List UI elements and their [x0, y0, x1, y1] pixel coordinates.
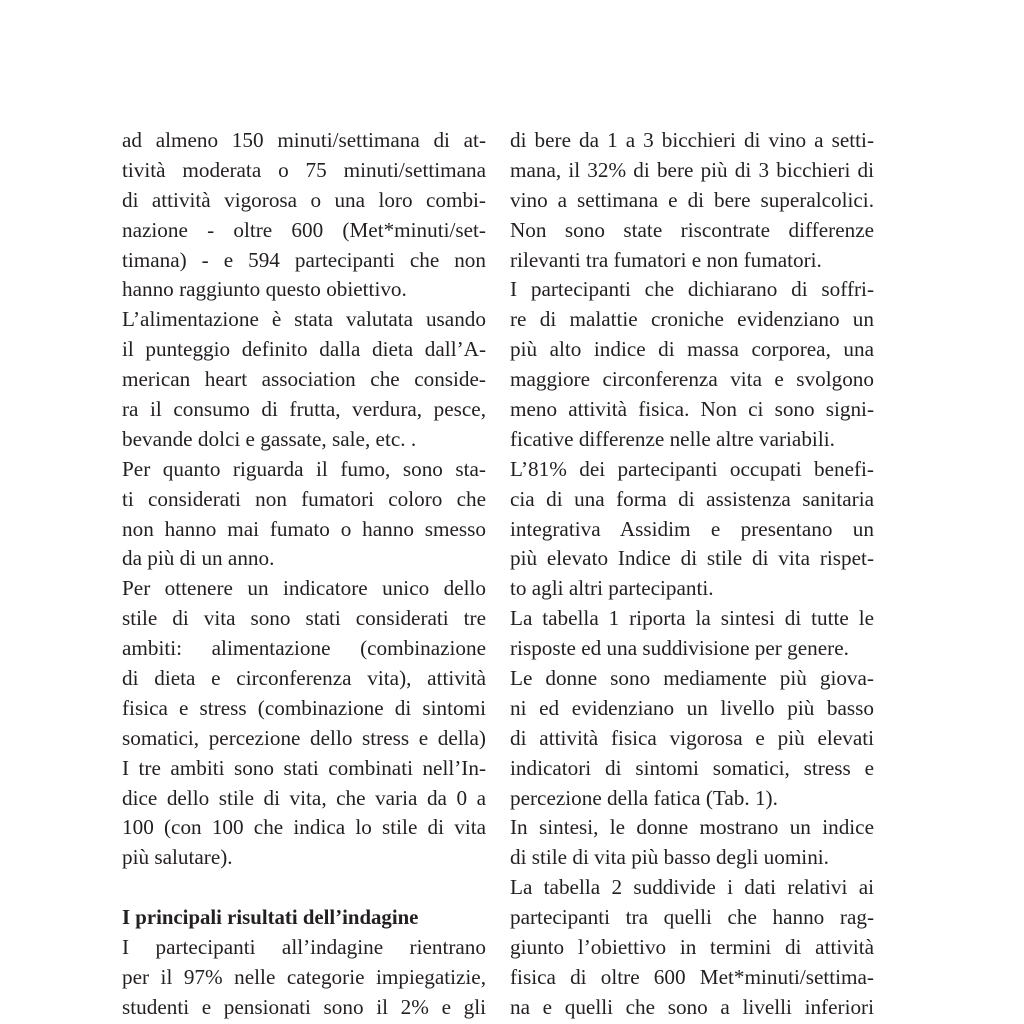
text-line: La tabella 1 riporta la sintesi di tutte le — [510, 606, 874, 631]
text-line: di dieta e circonferenza vita), attività — [122, 666, 486, 691]
text-line: bevande dolci e gassate, sale, etc. . — [122, 426, 417, 451]
text-line: maggiore circonferenza vita e svolgono — [510, 367, 874, 392]
text-line: I partecipanti che dichiarano di soffri- — [510, 277, 874, 302]
text-line: rilevanti tra fumatori e non fumatori. — [510, 247, 822, 272]
text-line: 100 (con 100 che indica lo stile di vita — [122, 815, 486, 840]
text-line: timana) - e 594 partecipanti che non — [122, 247, 486, 272]
text-line: In sintesi, le donne mostrano un indice — [510, 815, 874, 840]
text-line: risposte ed una suddivisione per genere. — [510, 636, 849, 661]
text-line: per il 97% nelle categorie impiegatizie, — [122, 964, 486, 989]
text-line: di attività fisica vigorosa e più elevati — [510, 725, 874, 750]
text-line: ni ed evidenziano un livello più basso — [510, 695, 874, 720]
text-line: Non sono state riscontrate differenze — [510, 217, 874, 242]
text-line: tività moderata o 75 minuti/settimana — [122, 157, 486, 182]
text-line: hanno raggiunto questo obiettivo. — [122, 277, 407, 302]
text-line: ra il consumo di frutta, verdura, pesce, — [122, 397, 486, 422]
text-line: di bere da 1 a 3 bicchieri di vino a setti- — [510, 128, 874, 152]
text-line: più salutare). — [122, 845, 233, 870]
text-line: Per ottenere un indicatore unico dello — [122, 576, 486, 601]
text-line: re di malattie croniche evidenziano un — [510, 307, 874, 332]
text-line: fisica di oltre 600 Met*minuti/settima- — [510, 964, 874, 989]
blank-line — [122, 873, 486, 903]
text-line: Per quanto riguarda il fumo, sono sta- — [122, 456, 486, 481]
text-line: da più di un anno. — [122, 546, 275, 571]
text-line: dice dello stile di vita, che varia da 0 a — [122, 785, 486, 810]
text-line: Le donne sono mediamente più giova- — [510, 666, 874, 691]
text-line: cia di una forma di assistenza sanitaria — [510, 486, 874, 511]
left-text-column — [122, 126, 486, 1023]
text-line: giunto l’obiettivo in termini di attività — [510, 935, 874, 960]
text-line: integrativa Assidim e presentano un — [510, 516, 874, 541]
text-line: ti considerati non fumatori coloro che — [122, 486, 486, 511]
text-line: vino a settimana e di bere superalcolici. — [510, 187, 874, 212]
text-line: indicatori di sintomi somatici, stress e — [510, 755, 874, 780]
text-line: più elevato Indice di stile di vita rispet- — [510, 546, 874, 571]
text-line: La tabella 2 suddivide i dati relativi ai — [510, 875, 874, 900]
section-heading: I principali risultati dell’indagine — [122, 906, 419, 930]
text-line: L’81% dei partecipanti occupati benefi- — [510, 456, 874, 481]
text-line: non hanno mai fumato o hanno smesso — [122, 516, 486, 541]
text-line: fisica e stress (combinazione di sintomi — [122, 695, 486, 720]
text-line: to agli altri partecipanti. — [510, 576, 714, 601]
text-line: meno attività fisica. Non ci sono signi- — [510, 397, 874, 422]
text-line: di stile di vita più basso degli uomini. — [510, 845, 829, 870]
text-line: più alto indice di massa corporea, una — [510, 337, 874, 362]
text-line: studenti e pensionati sono il 2% e gli — [122, 994, 486, 1019]
text-line: di attività vigorosa o una loro combi- — [122, 187, 486, 212]
text-line: merican heart association che conside- — [122, 367, 486, 392]
text-line: il punteggio definito dalla dieta dall’A- — [122, 337, 486, 362]
text-line: L’alimentazione è stata valutata usando — [122, 307, 486, 332]
text-line: ad almeno 150 minuti/settimana di at- — [122, 128, 486, 152]
text-line: stile di vita sono stati considerati tre — [122, 606, 486, 631]
text-line: na e quelli che sono a livelli inferiori — [510, 994, 874, 1019]
text-line: percezione della fatica (Tab. 1). — [510, 785, 778, 810]
text-line: somatici, percezione dello stress e della) — [122, 725, 486, 750]
text-line: partecipanti tra quelli che hanno rag- — [510, 905, 874, 930]
text-line: nazione - oltre 600 (Met*minuti/set- — [122, 217, 486, 242]
text-line: mana, il 32% di bere più di 3 bicchieri di — [510, 157, 874, 182]
right-text-column — [510, 126, 874, 1023]
text-line: ficative differenze nelle altre variabili. — [510, 426, 835, 451]
text-line: I partecipanti all’indagine rientrano — [122, 935, 486, 960]
text-line: I tre ambiti sono stati combinati nell’In- — [122, 755, 486, 780]
text-line: ambiti: alimentazione (combinazione — [122, 636, 486, 661]
